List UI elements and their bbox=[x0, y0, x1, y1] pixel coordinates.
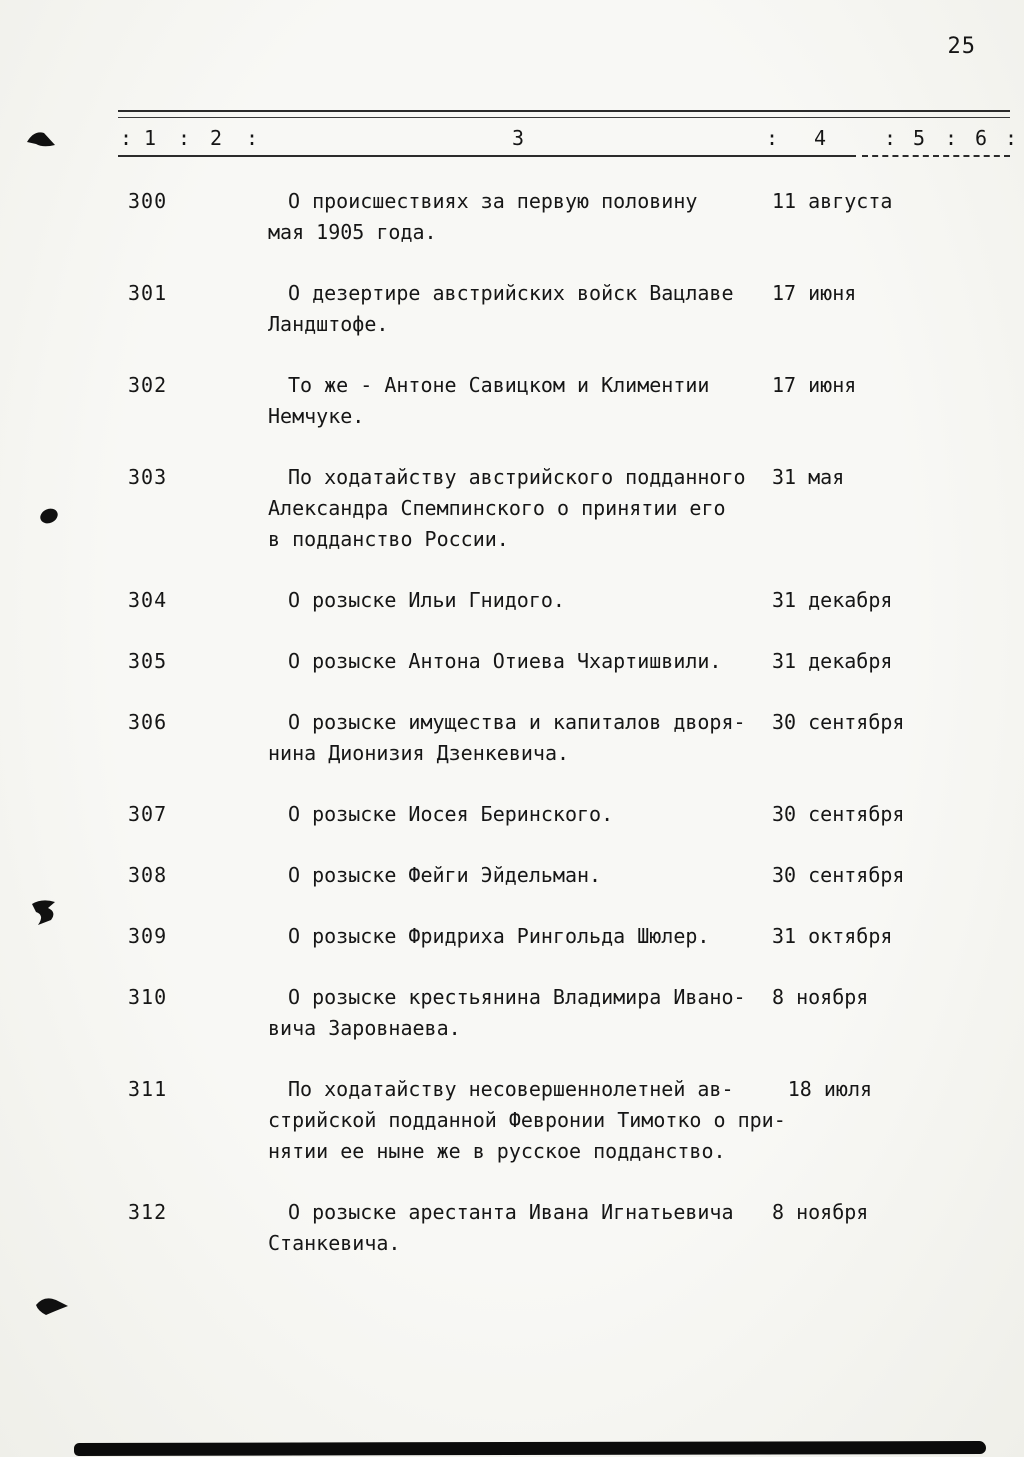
register-entry bbox=[128, 186, 1024, 248]
description-line: О розыске крестьянина Владимира Ивано- bbox=[288, 985, 746, 1009]
column-3-label: 3 bbox=[512, 126, 525, 150]
description-line: нятии ее ныне же в русское подданство. bbox=[268, 1139, 726, 1163]
description-line: По ходатайству австрийского подданного bbox=[288, 465, 746, 489]
description-line: О розыске Иосея Беринского. bbox=[288, 802, 614, 826]
register-entry bbox=[128, 707, 1024, 769]
register-entry bbox=[128, 1197, 1024, 1259]
description-line: в подданство России. bbox=[268, 527, 509, 551]
entry-number: 303 bbox=[128, 465, 168, 489]
entry-number: 305 bbox=[128, 649, 168, 673]
entry-date: 31 декабря bbox=[772, 649, 893, 673]
entry-number: 309 bbox=[128, 924, 168, 948]
register-entry bbox=[128, 1074, 1024, 1167]
description-line: О розыске Антона Отиева Чхартишвили. bbox=[288, 649, 722, 673]
entry-date: 8 ноября bbox=[772, 1200, 869, 1224]
column-2-label: 2 bbox=[210, 126, 223, 150]
description-line: То же - Антоне Савицком и Климентии bbox=[288, 373, 710, 397]
entry-date: 30 сентября bbox=[772, 802, 905, 826]
register-entry bbox=[128, 646, 1024, 677]
register-entry bbox=[128, 860, 1024, 891]
description-line: О розыске имущества и капиталов дворя- bbox=[288, 710, 746, 734]
register-entry bbox=[128, 462, 1024, 555]
register-entry bbox=[128, 585, 1024, 616]
column-6-label: 6 bbox=[975, 126, 988, 150]
header-bottom-rules bbox=[118, 155, 1010, 159]
table-header bbox=[118, 110, 1018, 159]
entry-date: 8 ноября bbox=[772, 985, 869, 1009]
register-entry bbox=[128, 921, 1024, 952]
description-line: нина Дионизия Дзенкевича. bbox=[268, 741, 570, 765]
column-4-label: 4 bbox=[814, 126, 827, 150]
description-line: Станкевича. bbox=[268, 1231, 401, 1255]
description-line: стрийской подданной Февронии Тимотко о при- bbox=[268, 1108, 786, 1132]
entry-description bbox=[268, 921, 770, 952]
column-separator: : bbox=[246, 126, 259, 150]
entry-date: 31 октября bbox=[772, 924, 893, 948]
column-separator: : bbox=[1005, 126, 1018, 150]
register-entry bbox=[128, 370, 1024, 432]
entry-date: 17 июня bbox=[772, 373, 857, 397]
description-line: О розыске арестанта Ивана Игнатьевича bbox=[288, 1200, 734, 1224]
entry-date: 17 июня bbox=[772, 281, 857, 305]
entry-description bbox=[268, 646, 770, 677]
header-row bbox=[118, 118, 1018, 155]
entry-number: 308 bbox=[128, 863, 168, 887]
entry-number: 306 bbox=[128, 710, 168, 734]
column-separator: : bbox=[766, 126, 779, 150]
description-line: О розыске Фридриха Рингольда Шюлер. bbox=[288, 924, 710, 948]
entry-description bbox=[268, 982, 770, 1044]
ink-mark-icon bbox=[26, 128, 58, 150]
register-entry bbox=[128, 799, 1024, 830]
column-separator: : bbox=[178, 126, 191, 150]
entries-list bbox=[0, 186, 1024, 1289]
entry-description bbox=[268, 370, 770, 432]
entry-date: 31 декабря bbox=[772, 588, 893, 612]
entry-number: 307 bbox=[128, 802, 168, 826]
description-line: мая 1905 года. bbox=[268, 220, 437, 244]
entry-description bbox=[268, 585, 770, 616]
scan-artifact-bar bbox=[74, 1441, 986, 1456]
column-separator: : bbox=[120, 126, 133, 150]
entry-description bbox=[268, 1074, 786, 1167]
header-bottom-dash-rule bbox=[862, 155, 1010, 157]
entry-description bbox=[268, 1197, 770, 1259]
entry-number: 300 bbox=[128, 189, 168, 213]
description-line: Ландштофе. bbox=[268, 312, 389, 336]
entry-description bbox=[268, 860, 770, 891]
entry-number: 311 bbox=[128, 1077, 168, 1101]
entry-date: 31 мая bbox=[772, 465, 845, 489]
entry-description bbox=[268, 462, 770, 555]
description-line: вича Заровнаева. bbox=[268, 1016, 461, 1040]
description-line: О дезертире австрийских войск Вацлаве bbox=[288, 281, 734, 305]
entry-number: 302 bbox=[128, 373, 168, 397]
entry-date: 11 августа bbox=[772, 189, 893, 213]
page-number: 25 bbox=[947, 34, 976, 59]
entry-description bbox=[268, 799, 770, 830]
description-line: О розыске Фейги Эйдельман. bbox=[288, 863, 602, 887]
register-entry bbox=[128, 278, 1024, 340]
entry-number: 310 bbox=[128, 985, 168, 1009]
description-line: О происшествиях за первую половину bbox=[288, 189, 698, 213]
register-entry bbox=[128, 982, 1024, 1044]
entry-number: 301 bbox=[128, 281, 168, 305]
column-separator: : bbox=[884, 126, 897, 150]
description-line: Немчуке. bbox=[268, 404, 365, 428]
column-separator: : bbox=[945, 126, 958, 150]
entry-number: 304 bbox=[128, 588, 168, 612]
entry-date: 18 июля bbox=[787, 1077, 873, 1101]
entry-date: 30 сентября bbox=[772, 863, 905, 887]
header-top-rule bbox=[118, 110, 1010, 118]
column-1-label: 1 bbox=[144, 126, 157, 150]
entry-date: 30 сентября bbox=[772, 710, 905, 734]
column-5-label: 5 bbox=[913, 126, 926, 150]
description-line: О розыске Ильи Гнидого. bbox=[288, 588, 565, 612]
header-bottom-rule bbox=[118, 155, 856, 157]
description-line: Александра Спемпинского о принятии его bbox=[268, 496, 726, 520]
ink-mark-icon bbox=[34, 1293, 70, 1317]
entry-description bbox=[268, 707, 770, 769]
entry-description bbox=[268, 186, 770, 248]
entry-description bbox=[268, 278, 770, 340]
description-line: По ходатайству несовершеннолетней ав- bbox=[288, 1077, 734, 1101]
entry-number: 312 bbox=[128, 1200, 168, 1224]
